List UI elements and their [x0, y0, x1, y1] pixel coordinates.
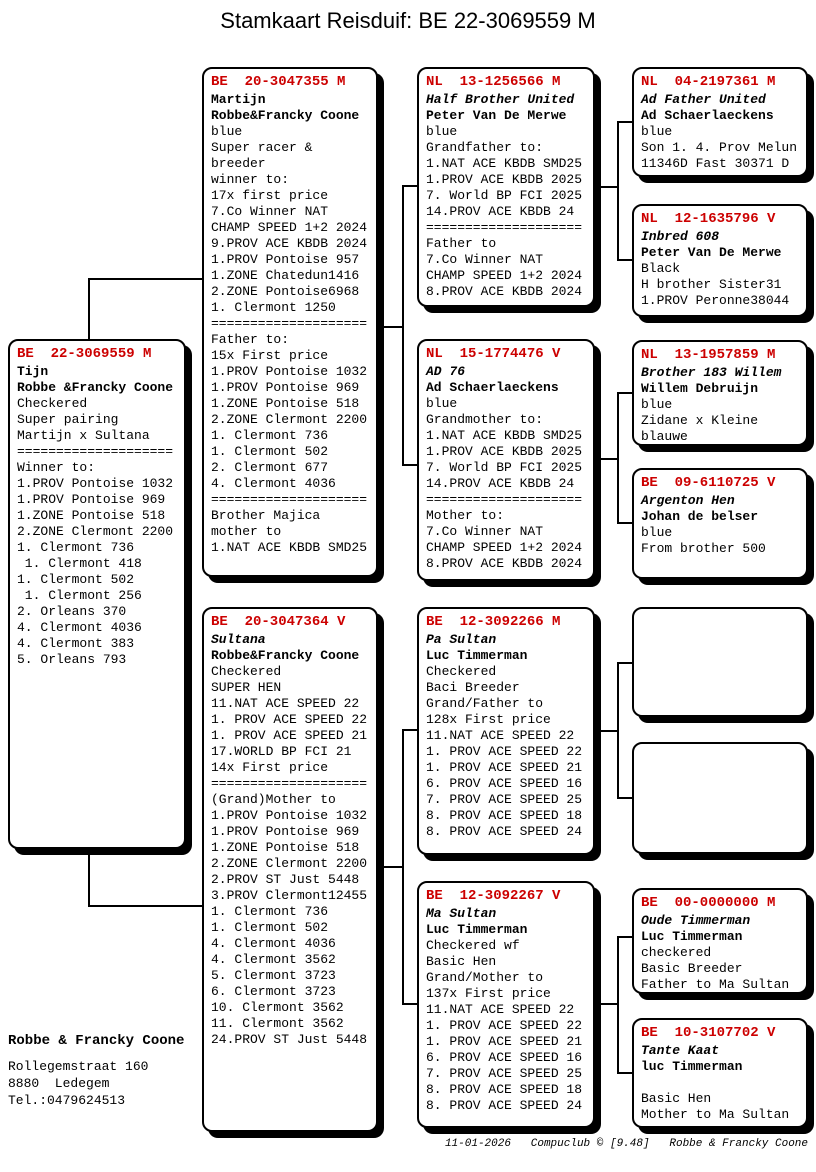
pedigree-line: blue [426, 124, 458, 139]
pedigree-box-greatgrandsire-1 [632, 67, 808, 177]
pedigree-line: ==================== [17, 444, 174, 459]
pedigree-box-body [426, 364, 586, 572]
pedigree-line: 1. Clermont 502 [211, 444, 329, 459]
pedigree-line: 14.PROV ACE KBDB 24 [426, 204, 575, 219]
pedigree-line: 8. PROV ACE SPEED 24 [426, 1098, 583, 1113]
pedigree-line: Black [641, 261, 681, 276]
pedigree-line: Son 1. 4. Prov Melun [641, 140, 798, 155]
pedigree-line: Father to: [211, 332, 290, 347]
connector-line [402, 729, 404, 1005]
pedigree-line: ==================== [211, 316, 368, 331]
loft-phone: Tel.:0479624513 [8, 1093, 126, 1108]
pedigree-line: Zidane x Kleine [641, 413, 759, 428]
pedigree-line: Basic Breeder [641, 961, 743, 976]
pedigree-line: Luc Timmerman [426, 922, 528, 937]
ring-number: BE 00-0000000 M [641, 895, 776, 911]
pedigree-line: 7. World BP FCI 2025 [426, 460, 583, 475]
loft-address-street: Rollegemstraat 160 [8, 1059, 149, 1074]
pedigree-line: 1. PROV ACE SPEED 21 [426, 1034, 583, 1049]
pedigree-line: 11. Clermont 3562 [211, 1016, 344, 1031]
pedigree-line: 3.PROV Clermont12455 [211, 888, 368, 903]
pedigree-line: (Grand)Mother to [211, 792, 336, 807]
pedigree-line: 2.ZONE Clermont 2200 [17, 524, 174, 539]
connector-line [402, 464, 417, 466]
ring-number: NL 15-1774476 V [426, 346, 561, 362]
ring-number: BE 20-3047355 M [211, 74, 346, 90]
pedigree-box-body [641, 1043, 799, 1123]
pedigree-line: 1. Clermont 736 [211, 904, 329, 919]
pedigree-line: 11.NAT ACE SPEED 22 [211, 696, 360, 711]
pedigree-line: 2.ZONE Clermont 2200 [211, 412, 368, 427]
pedigree-line: Basic Hen [641, 1091, 712, 1106]
pedigree-line: blue [641, 397, 673, 412]
pedigree-line: Inbred 608 [641, 229, 720, 244]
pedigree-line: Half Brother United [426, 92, 575, 107]
pedigree-line: Johan de belser [641, 509, 759, 524]
pedigree-line: CHAMP SPEED 1+2 2024 [426, 540, 583, 555]
pedigree-line: 10. Clermont 3562 [211, 1000, 344, 1015]
pedigree-box-grandsire-1 [417, 67, 595, 307]
pedigree-line: AD 76 [426, 364, 466, 379]
pedigree-line: Tijn [17, 364, 49, 379]
pedigree-line: 1.PROV Pontoise 1032 [211, 808, 368, 823]
pedigree-line: Checkered wf [426, 938, 520, 953]
pedigree-line: 6. Clermont 3723 [211, 984, 336, 999]
ring-number: NL 13-1256566 M [426, 74, 561, 90]
pedigree-line: Robbe &Francky Coone [17, 380, 174, 395]
pedigree-line: Pa Sultan [426, 632, 497, 647]
pedigree-box-greatgranddam-2 [632, 468, 808, 579]
pedigree-line: Sultana [211, 632, 266, 647]
connector-line [617, 121, 632, 123]
pedigree-line: Tante Kaat [641, 1043, 720, 1058]
pedigree-line: Super pairing [17, 412, 119, 427]
pedigree-line: 15x First price [211, 348, 329, 363]
pedigree-line: 7. PROV ACE SPEED 25 [426, 1066, 583, 1081]
pedigree-line: 8. PROV ACE SPEED 24 [426, 824, 583, 839]
pedigree-line: blue [641, 525, 673, 540]
pedigree-line: 6. PROV ACE SPEED 16 [426, 776, 583, 791]
connector-line [617, 936, 619, 1074]
ring-number: NL 04-2197361 M [641, 74, 776, 90]
connector-line [88, 278, 202, 280]
pedigree-box-greatgrandsire-2 [632, 340, 808, 446]
pedigree-line: 2. Clermont 677 [211, 460, 329, 475]
pedigree-line: Father to Ma Sultan [641, 977, 790, 992]
pedigree-line: 1.PROV Pontoise 969 [211, 824, 360, 839]
connector-line [617, 662, 632, 664]
pedigree-line: 1. Clermont 418 [17, 556, 142, 571]
pedigree-line: ==================== [426, 492, 583, 507]
pedigree-line: checkered [641, 945, 712, 960]
pedigree-line: H brother Sister31 [641, 277, 782, 292]
pedigree-box-body [641, 229, 799, 309]
pedigree-line: Ad Schaerlaeckens [641, 108, 774, 123]
pedigree-line: Ad Schaerlaeckens [426, 380, 559, 395]
pedigree-line: blauwe [641, 429, 688, 444]
pedigree-box-body [426, 632, 586, 840]
ring-number: BE 20-3047364 V [211, 614, 346, 630]
connector-line [378, 326, 404, 328]
pedigree-line: Oude Timmerman [641, 913, 751, 928]
pedigree-line: CHAMP SPEED 1+2 2024 [426, 268, 583, 283]
pedigree-line: 2. Orleans 370 [17, 604, 127, 619]
connector-line [617, 259, 632, 261]
pedigree-line: 128x First price [426, 712, 551, 727]
pedigree-line: 7.Co Winner NAT [426, 252, 544, 267]
pedigree-line: 1. PROV ACE SPEED 21 [426, 760, 583, 775]
pedigree-line: Basic Hen [426, 954, 497, 969]
pedigree-line: 8. PROV ACE SPEED 18 [426, 808, 583, 823]
pedigree-line: 1.PROV ACE KBDB 2025 [426, 172, 583, 187]
pedigree-line: Checkered [426, 664, 497, 679]
pedigree-line: 1.ZONE Pontoise 518 [211, 396, 360, 411]
pedigree-box-body [641, 913, 799, 993]
loft-address-city: 8880 Ledegem [8, 1076, 110, 1091]
pedigree-line: Brother 183 Willem [641, 365, 782, 380]
pedigree-line [641, 1075, 799, 1091]
pedigree-box-greatgranddam-3-empty [632, 742, 808, 854]
pedigree-box-body [641, 365, 799, 445]
pedigree-line: 1. PROV ACE SPEED 22 [211, 712, 368, 727]
connector-line [378, 866, 404, 868]
pedigree-line: 4. Clermont 3562 [211, 952, 336, 967]
pedigree-line: Ma Sultan [426, 906, 497, 921]
pedigree-line: Martijn [211, 92, 266, 107]
pedigree-line: mother to [211, 524, 282, 539]
page-title: Stamkaart Reisduif: BE 22-3069559 M [220, 8, 596, 33]
pedigree-line: Brother Majica [211, 508, 321, 523]
pedigree-line: 1.PROV Pontoise 957 [211, 252, 360, 267]
pedigree-line: 7.Co Winner NAT [426, 524, 544, 539]
loft-name: Robbe & Francky Coone [8, 1033, 185, 1049]
pedigree-line: Willem Debruijn [641, 381, 759, 396]
pedigree-line: 17x first price [211, 188, 329, 203]
pedigree-line: 1.NAT ACE KBDB SMD25 [426, 428, 583, 443]
pedigree-line: Winner to: [17, 460, 96, 475]
pedigree-box-body [211, 92, 369, 556]
connector-line [617, 522, 632, 524]
pedigree-box-dam [202, 607, 378, 1132]
pedigree-line: Martijn x Sultana [17, 428, 150, 443]
pedigree-box-greatgranddam-4 [632, 1018, 808, 1128]
pedigree-line: 1. PROV ACE SPEED 22 [426, 1018, 583, 1033]
pedigree-line: luc Timmerman [641, 1059, 743, 1074]
pedigree-line: 4. Clermont 4036 [17, 620, 142, 635]
connector-line [617, 121, 619, 261]
ring-number: NL 13-1957859 M [641, 347, 776, 363]
connector-line [402, 185, 417, 187]
pedigree-line: 1. Clermont 1250 [211, 300, 336, 315]
pedigree-line: 11346D Fast 30371 D [641, 156, 790, 171]
pedigree-line: Grandmother to: [426, 412, 544, 427]
connector-line [402, 729, 417, 731]
pedigree-line: CHAMP SPEED 1+2 2024 [211, 220, 368, 235]
pedigree-line: 137x First price [426, 986, 551, 1001]
pedigree-line: ==================== [426, 220, 583, 235]
connector-line [88, 905, 202, 907]
pedigree-line: Peter Van De Merwe [426, 108, 567, 123]
pedigree-box-sire [202, 67, 378, 577]
connector-line [617, 797, 632, 799]
pedigree-line: Peter Van De Merwe [641, 245, 782, 260]
connector-line [402, 1003, 417, 1005]
pedigree-box-grandsire-2 [417, 607, 595, 855]
ring-number: BE 09-6110725 V [641, 475, 776, 491]
ring-number: BE 10-3107702 V [641, 1025, 776, 1041]
pedigree-line: blue [426, 396, 458, 411]
pedigree-line: 5. Clermont 3723 [211, 968, 336, 983]
pedigree-box-body [641, 92, 799, 172]
pedigree-line: Mother to Ma Sultan [641, 1107, 790, 1122]
pedigree-line: 1.PROV Pontoise 1032 [211, 364, 368, 379]
pedigree-box-body [426, 906, 586, 1114]
pedigree-line: Robbe&Francky Coone [211, 108, 360, 123]
pedigree-line: Robbe&Francky Coone [211, 648, 360, 663]
pedigree-line: breeder [211, 156, 266, 171]
pedigree-line: 4. Clermont 383 [17, 636, 135, 651]
pedigree-line: 7.Co Winner NAT [211, 204, 329, 219]
pedigree-line: 1. Clermont 502 [211, 920, 329, 935]
pedigree-box-greatgrandsire-4 [632, 888, 808, 994]
pedigree-line: 6. PROV ACE SPEED 16 [426, 1050, 583, 1065]
ring-number: BE 12-3092266 M [426, 614, 561, 630]
pedigree-box-body [426, 92, 586, 300]
pedigree-line: 1.PROV ACE KBDB 2025 [426, 444, 583, 459]
pedigree-line: 1.ZONE Chatedun1416 [211, 268, 360, 283]
pedigree-line: 2.ZONE Pontoise6968 [211, 284, 360, 299]
connector-line [617, 1072, 632, 1074]
pedigree-line: Checkered [17, 396, 88, 411]
pedigree-line: 1.ZONE Pontoise 518 [17, 508, 166, 523]
pedigree-line: Father to [426, 236, 497, 251]
pedigree-box-body [211, 632, 369, 1048]
pedigree-line: 14x First price [211, 760, 329, 775]
pedigree-line: Ad Father United [641, 92, 766, 107]
pedigree-line: 1. Clermont 256 [17, 588, 142, 603]
pedigree-line: Grand/Mother to [426, 970, 544, 985]
connector-line [617, 936, 632, 938]
pedigree-line: 1. Clermont 502 [17, 572, 135, 587]
pedigree-box-granddam-1 [417, 339, 595, 581]
connector-line [402, 185, 404, 466]
ring-number: BE 22-3069559 M [17, 346, 152, 362]
pedigree-line: 24.PROV ST Just 5448 [211, 1032, 368, 1047]
pedigree-box-greatgrandsire-3-empty [632, 607, 808, 717]
pedigree-line: 7. World BP FCI 2025 [426, 188, 583, 203]
pedigree-line: ==================== [211, 776, 368, 791]
pedigree-line: 9.PROV ACE KBDB 2024 [211, 236, 368, 251]
pedigree-box-body [17, 364, 177, 668]
print-credit: 11-01-2026 Compuclub © [9.48] Robbe & Francky Coone [444, 1138, 808, 1150]
pedigree-box-greatgranddam-1 [632, 204, 808, 317]
pedigree-box-body [641, 493, 799, 557]
pedigree-line: 8.PROV ACE KBDB 2024 [426, 284, 583, 299]
pedigree-line: SUPER HEN [211, 680, 282, 695]
pedigree-line: 14.PROV ACE KBDB 24 [426, 476, 575, 491]
pedigree-line: 8.PROV ACE KBDB 2024 [426, 556, 583, 571]
pedigree-line: Super racer & [211, 140, 313, 155]
pedigree-line: 1. Clermont 736 [17, 540, 135, 555]
connector-line [617, 662, 619, 799]
pedigree-line: Luc Timmerman [641, 929, 743, 944]
pedigree-line: 1.PROV Pontoise 1032 [17, 476, 174, 491]
pedigree-line: Argenton Hen [641, 493, 735, 508]
pedigree-box-granddam-2 [417, 881, 595, 1128]
pedigree-line: 4. Clermont 4036 [211, 476, 336, 491]
pedigree-line: 1.PROV Pontoise 969 [211, 380, 360, 395]
pedigree-line: ==================== [211, 492, 368, 507]
ring-number: NL 12-1635796 V [641, 211, 776, 227]
connector-line [88, 849, 90, 907]
pedigree-line: Grand/Father to [426, 696, 544, 711]
pedigree-line: 4. Clermont 4036 [211, 936, 336, 951]
pedigree-line: blue [211, 124, 243, 139]
pedigree-line: 8. PROV ACE SPEED 18 [426, 1082, 583, 1097]
pedigree-box-subject [8, 339, 186, 849]
pedigree-line: Mother to: [426, 508, 505, 523]
pedigree-line: Checkered [211, 664, 282, 679]
pedigree-line: 1.PROV Pontoise 969 [17, 492, 166, 507]
pedigree-line: 1.NAT ACE KBDB SMD25 [426, 156, 583, 171]
ring-number: BE 12-3092267 V [426, 888, 561, 904]
pedigree-line: 1.PROV Peronne38044 [641, 293, 790, 308]
pedigree-line: 17.WORLD BP FCI 21 [211, 744, 352, 759]
pedigree-line: From brother 500 [641, 541, 766, 556]
pedigree-line: 11.NAT ACE SPEED 22 [426, 728, 575, 743]
connector-line [88, 278, 90, 339]
pedigree-line: Luc Timmerman [426, 648, 528, 663]
pedigree-line: 1.NAT ACE KBDB SMD25 [211, 540, 368, 555]
pedigree-line: 11.NAT ACE SPEED 22 [426, 1002, 575, 1017]
pedigree-line: 7. PROV ACE SPEED 25 [426, 792, 583, 807]
pedigree-line: 2.PROV ST Just 5448 [211, 872, 360, 887]
pedigree-line: blue [641, 124, 673, 139]
loft-info [8, 1032, 184, 1109]
pedigree-line: 1. PROV ACE SPEED 22 [426, 744, 583, 759]
connector-line [617, 392, 619, 524]
pedigree-line: 2.ZONE Clermont 2200 [211, 856, 368, 871]
pedigree-line: winner to: [211, 172, 290, 187]
connector-line [617, 392, 632, 394]
pedigree-line: 5. Orleans 793 [17, 652, 127, 667]
pedigree-line: 1. Clermont 736 [211, 428, 329, 443]
pedigree-line: 1. PROV ACE SPEED 21 [211, 728, 368, 743]
pedigree-line: Baci Breeder [426, 680, 520, 695]
pedigree-line: 1.ZONE Pontoise 518 [211, 840, 360, 855]
pedigree-line: Grandfather to: [426, 140, 544, 155]
